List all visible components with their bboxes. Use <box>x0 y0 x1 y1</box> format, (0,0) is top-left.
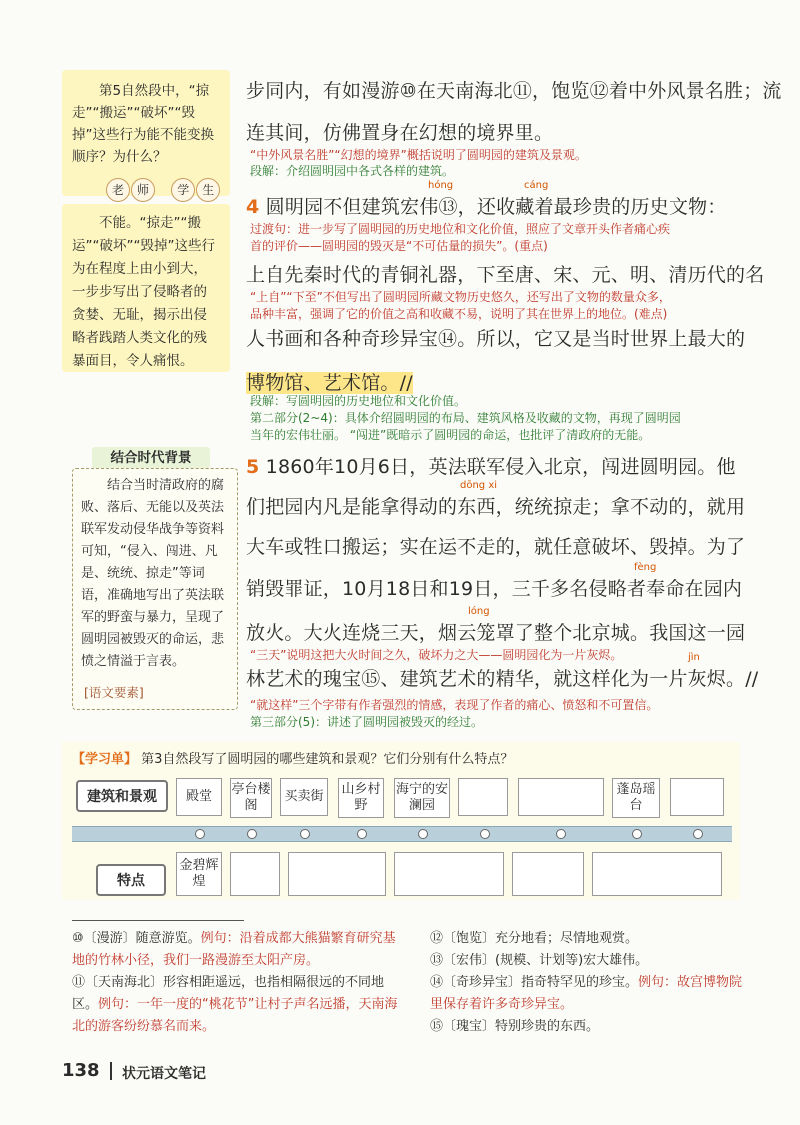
paragraph-number-5: 5 <box>246 456 260 478</box>
discussion-answer: 不能。“掠走”“搬运”“破坏”“毁掉”这些行为在程度上由小到大，一步步写出了侵略者的贪婪、无耻，揭示出侵略者践踏人类文化的残暴面目，令人痛恨。 <box>72 215 215 369</box>
timeline-dot <box>480 829 490 839</box>
building-cell-6 <box>458 778 508 816</box>
building-cell-4: 山乡村野 <box>338 778 384 818</box>
book-title: 状元语文笔记 <box>122 1066 206 1082</box>
footnote-11-example: 例句：一年一度的“桃花节”让村子声名远播，天南海北的游客纷纷慕名而来。 <box>72 997 398 1034</box>
timeline-dot <box>632 829 642 839</box>
background-text: 结合当时清政府的腐败、落后、无能以及英法联军发动侵华战争等资料可知，“侵入、闯进、凡是、统统、掠走”等词语，准确地写出了英法联军的野蛮与暴力，呈现了圆明园被毁灭的命运，悲愤之情溢于言表。 <box>81 478 225 669</box>
footnote-11 <box>72 972 407 1038</box>
building-cell-8: 蓬岛瑶台 <box>612 778 660 818</box>
timeline-dot <box>357 829 367 839</box>
text-line-11: 放火。大火连烧三天，烟云笼罩了整个北京城。我国这一园 <box>246 622 746 644</box>
background-box <box>72 468 238 710</box>
study-sheet-label: 【学习单】 <box>72 752 138 767</box>
discussion-answer-box <box>62 204 230 372</box>
timeline-dot <box>418 829 428 839</box>
text-line-8: 们把园内凡是能拿得动的东西，统统掠走；拿不动的，就用 <box>246 496 746 518</box>
text-line-5: 人书画和各种奇珍异宝⑭。所以，它又是当时世界上最大的 <box>246 328 746 350</box>
tag-student-1: 学 <box>171 178 195 202</box>
feature-cell-1: 金碧辉煌 <box>176 852 222 896</box>
row-label-buildings: 建筑和景观 <box>76 780 168 812</box>
text-line-9: 大车或牲口搬运；实在运不走的，就任意破坏、毁掉。为了 <box>246 536 746 558</box>
footnote-10 <box>72 928 407 972</box>
timeline-dot <box>300 829 310 839</box>
footnote-15: ⑮〔瑰宝〕特别珍贵的东西。 <box>430 1019 600 1034</box>
part-two-summary: 第二部分(2~4)：具体介绍圆明园的布局、建筑风格及收藏的文物，再现了圆明园 <box>250 411 681 425</box>
timeline-dot <box>556 829 566 839</box>
feature-cell-6 <box>592 852 722 896</box>
highlight-museum: 博物馆、艺术馆。// <box>246 372 413 394</box>
text-line-7 <box>246 452 736 479</box>
timeline-dot <box>195 829 205 839</box>
study-sheet-header <box>72 748 513 767</box>
timeline-dot <box>247 829 257 839</box>
annotation-4: “就这样”三个字带有作者强烈的情感，表现了作者的痛心、愤怒和不可置信。 <box>250 698 659 712</box>
discussion-question: 第5自然段中，“掠走”“搬运”“破坏”“毁掉”这些行为能不能变换顺序？为什么？ <box>72 83 214 165</box>
footnote-13: ⑬〔宏伟〕(规模、计划等)宏大雄伟。 <box>430 953 649 968</box>
building-cell-3: 买卖街 <box>280 778 328 816</box>
annotation-2b: 品种丰富，强调了它的价值之高和收藏不易，说明了其在世界上的地位。(难点) <box>250 307 668 321</box>
tag-student-2: 生 <box>196 178 220 202</box>
paragraph-summary-4: 段解：写圆明园的历史地位和文化价值。 <box>250 394 467 408</box>
pinyin-dongxi: dōng xi <box>460 480 498 491</box>
building-cell-2: 亭台楼阁 <box>230 778 272 818</box>
paragraph-summary-3: 段解：介绍圆明园中各式各样的建筑。 <box>250 164 455 178</box>
text-line-7-content: 1860年10月6日，英法联军侵入北京，闯进圆明园。他 <box>265 456 736 478</box>
pinyin-cang: cáng <box>524 180 549 191</box>
pinyin-long: lóng <box>468 606 490 617</box>
building-cell-7 <box>518 778 604 816</box>
tag-teacher-2: 师 <box>131 178 155 202</box>
footnote-14-text: ⑭〔奇珍异宝〕指奇特罕见的珍宝。 <box>430 975 639 990</box>
text-line-3 <box>246 192 726 219</box>
row-label-features: 特点 <box>96 864 166 896</box>
footnote-14 <box>430 972 750 1016</box>
text-line-1: 步同内，有如漫游⑩在天南海北⑪，饱览⑫着中外风景名胜；流 <box>246 80 782 102</box>
annotation-3: “三天”说明这把大火时间之久，破坏力之大——圆明园化为一片灰烬。 <box>250 648 623 662</box>
footnote-11-text: ⑪〔天南海北〕形容相距遥远，也指相隔很远的不同地区。 <box>72 975 385 1012</box>
footnote-12: ⑫〔饱览〕充分地看；尽情地观赏。 <box>430 931 639 946</box>
teacher-student-tags <box>106 178 221 202</box>
building-cell-9 <box>670 778 724 816</box>
building-cell-5: 海宁的安澜园 <box>394 778 450 818</box>
feature-cell-5 <box>512 852 584 896</box>
annotation-transition-2: 首的评价——圆明园的毁灭是“不可估量的损失”。(重点) <box>250 239 548 253</box>
footer-divider <box>110 1062 112 1080</box>
background-title: 结合时代背景 <box>92 447 210 469</box>
study-sheet-question: 第3自然段写了圆明园的哪些建筑和景观？它们分别有什么特点？ <box>141 752 514 767</box>
text-line-2: 连其间，仿佛置身在幻想的境界里。 <box>246 122 554 144</box>
footnote-10-example: 例句：沿着成都大熊猫繁育研究基地的竹林小径，我们一路漫游至太阳产房。 <box>72 931 396 968</box>
pinyin-jin: jìn <box>688 652 700 663</box>
page-number: 138 <box>62 1060 100 1081</box>
footnote-14-example: 例句：故宫博物院里保存着许多奇珍异宝。 <box>430 975 743 1012</box>
text-line-10: 销毁罪证，10月18日和19日，三千多名侵略者奉命在园内 <box>246 578 743 600</box>
text-line-6 <box>246 368 413 395</box>
annotation-transition-1: 过渡句：进一步写了圆明园的历史地位和文化价值，照应了文章开头作者痛心疾 <box>250 222 671 236</box>
part-two-summary-2: 当年的宏伟壮丽。 “闯进”既暗示了圆明园的命运，也批评了清政府的无能。 <box>250 428 651 442</box>
text-line-4: 上自先秦时代的青铜礼器，下至唐、宋、元、明、清历代的名 <box>246 264 765 286</box>
feature-cell-2 <box>230 852 280 896</box>
part-three-summary: 第三部分(5)：讲述了圆明园被毁灭的经过。 <box>250 715 483 729</box>
timeline-dot <box>693 829 703 839</box>
text-line-3-content: 圆明园不但建筑宏伟⑬，还收藏着最珍贵的历史文物： <box>265 196 727 218</box>
annotation-2a: “上自”“下至”不但写出了圆明园所藏文物历史悠久，还写出了文物的数量众多， <box>250 290 671 304</box>
text-line-12: 林艺术的瑰宝⑮、建筑艺术的精华，就这样化为一片灰烬。// <box>246 668 759 690</box>
building-cell-1: 殿堂 <box>176 778 222 816</box>
feature-cell-3 <box>288 852 386 896</box>
footnote-10-text: ⑩〔漫游〕随意游览。 <box>72 931 201 946</box>
footnote-rule <box>72 920 244 921</box>
background-source: [语文要素] <box>84 685 144 700</box>
pinyin-hong: hóng <box>428 180 454 191</box>
tag-teacher-1: 老 <box>106 178 130 202</box>
pinyin-feng: fèng <box>634 562 657 573</box>
annotation-1: “中外风景名胜”“幻想的境界”概括说明了圆明园的建筑及景观。 <box>250 148 587 162</box>
feature-cell-4 <box>394 852 504 896</box>
paragraph-number-4: 4 <box>246 196 260 218</box>
